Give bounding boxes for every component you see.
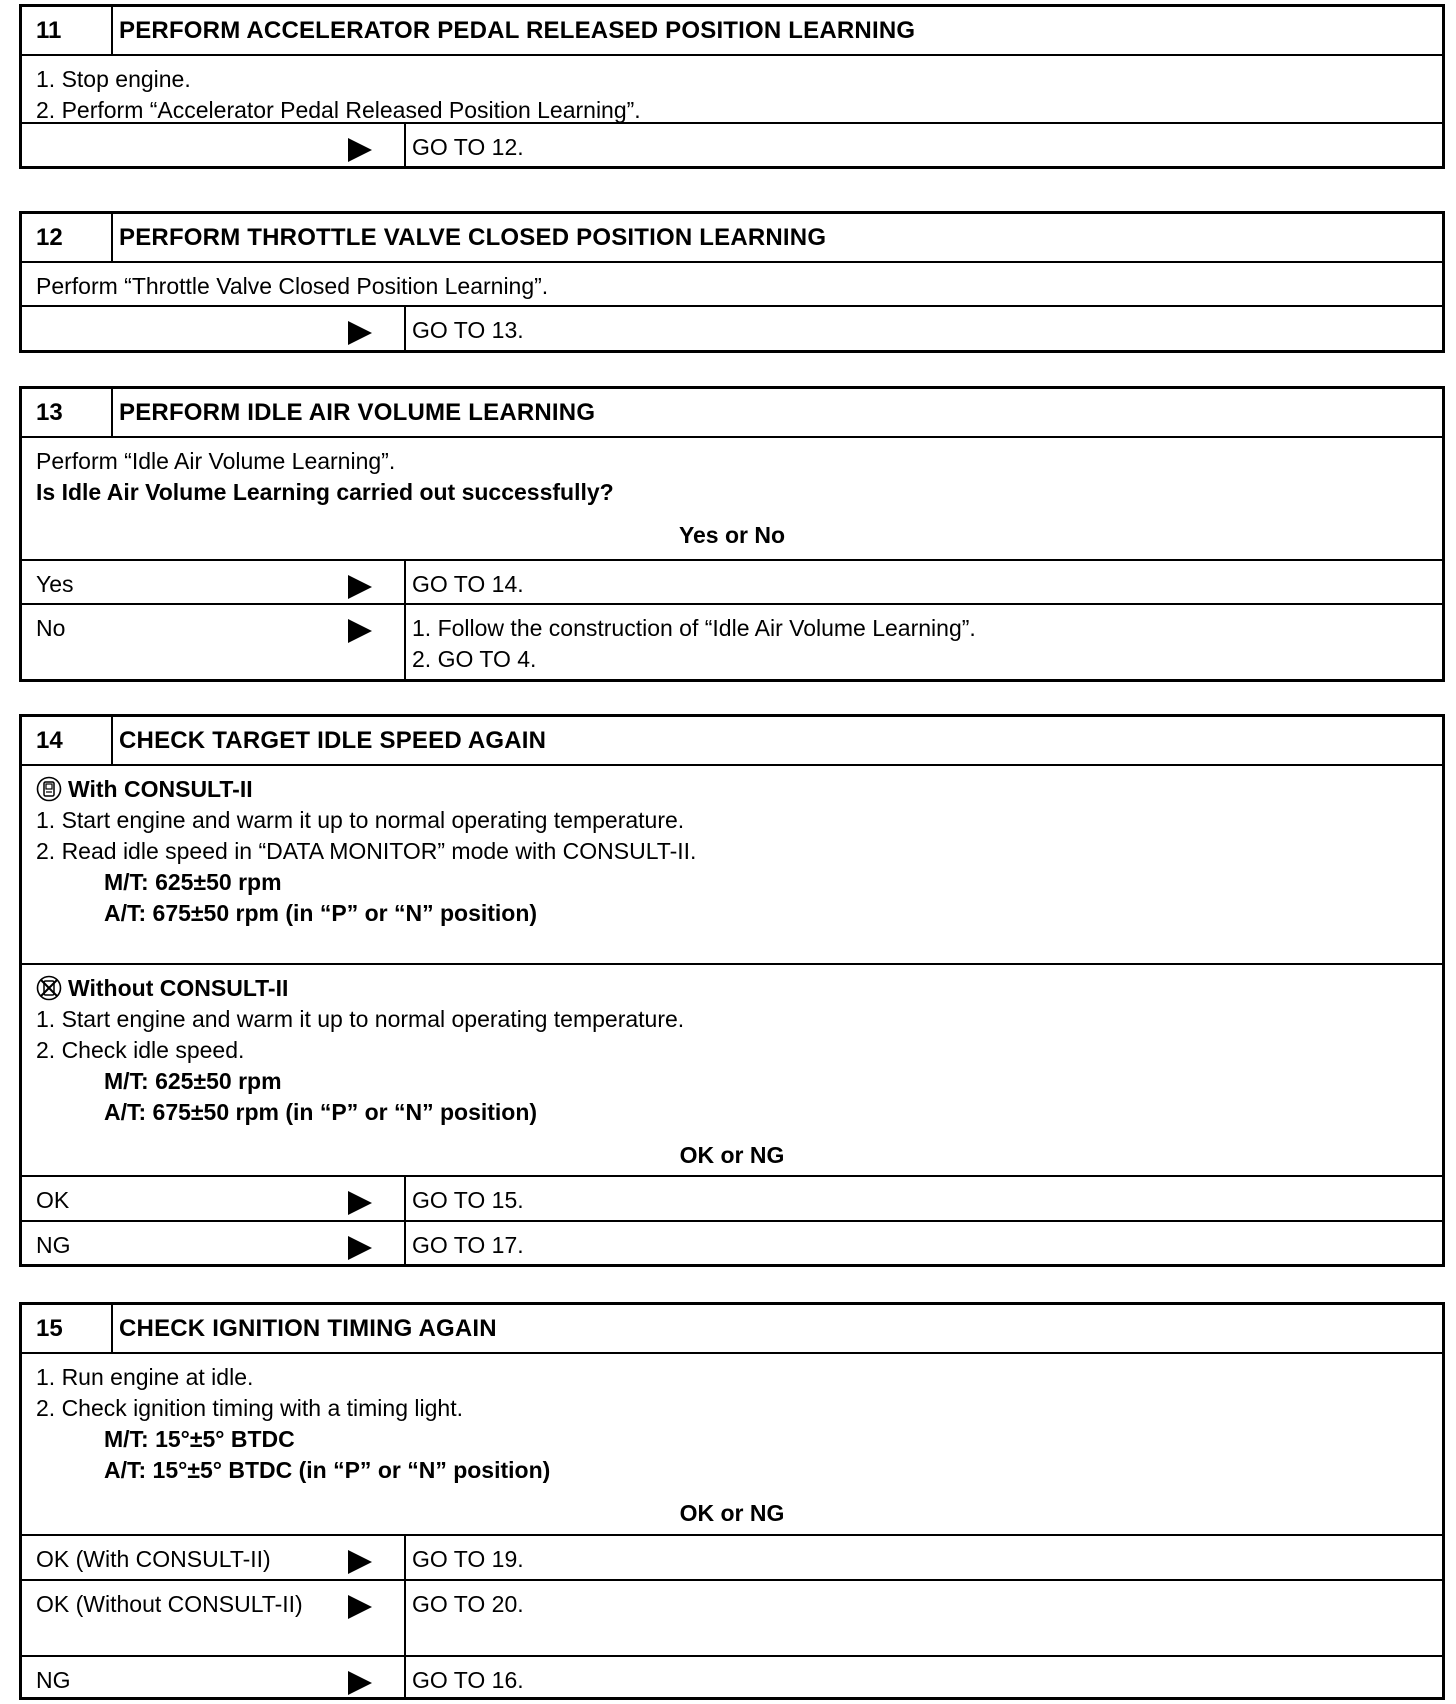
result-condition <box>22 124 406 166</box>
result-row <box>22 1175 1442 1220</box>
result-action <box>406 1581 524 1655</box>
step-13 <box>19 386 1445 682</box>
result-condition <box>22 1536 406 1579</box>
step-body <box>22 436 1442 559</box>
step-12 <box>19 211 1445 353</box>
action-line: 1. Follow the construction of “Idle Air Volume Learning”. <box>412 615 976 641</box>
step-number: 11 <box>22 7 113 54</box>
arrow-right-icon <box>348 619 372 643</box>
result-condition <box>22 561 406 603</box>
goto-link[interactable]: 2. GO TO 4. <box>412 646 537 672</box>
step-number: 15 <box>22 1305 113 1352</box>
spec-line: M/T: 15°±5° BTDC <box>104 1426 295 1452</box>
heading-text: Without CONSULT-II <box>68 975 289 1001</box>
choice-label: Yes or No <box>678 522 786 548</box>
result-row <box>22 122 1442 166</box>
arrow-right-icon <box>348 1595 372 1619</box>
goto-link[interactable]: GO TO 12. <box>412 134 524 160</box>
instruction-line: 2. Check ignition timing with a timing light. <box>36 1395 463 1421</box>
step-header <box>22 214 1442 261</box>
result-label: OK (Without CONSULT-II) <box>36 1591 303 1617</box>
step-title: PERFORM IDLE AIR VOLUME LEARNING <box>119 398 596 426</box>
consult-icon <box>36 776 62 802</box>
goto-link[interactable]: GO TO 19. <box>412 1546 524 1572</box>
instruction-line: 2. Read idle speed in “DATA MONITOR” mode with CONSULT-II. <box>36 838 697 864</box>
step-title: CHECK IGNITION TIMING AGAIN <box>119 1314 497 1342</box>
no-consult-icon <box>36 975 62 1001</box>
instruction-line: Perform “Throttle Valve Closed Position Learning”. <box>36 273 549 299</box>
result-action <box>406 605 976 679</box>
step-number: 14 <box>22 717 113 764</box>
goto-link[interactable]: GO TO 15. <box>412 1187 524 1213</box>
step-header <box>22 7 1442 54</box>
result-label: Yes <box>36 571 74 597</box>
step-title: PERFORM ACCELERATOR PEDAL RELEASED POSITION LEARNING <box>119 16 916 44</box>
arrow-right-icon <box>348 1191 372 1215</box>
arrow-right-icon <box>348 575 372 599</box>
without-consult-section <box>22 963 1442 1175</box>
arrow-right-icon <box>348 321 372 345</box>
step-14 <box>19 714 1445 1267</box>
result-action <box>406 1536 524 1579</box>
step-number: 13 <box>22 389 113 436</box>
question-text: Is Idle Air Volume Learning carried out successfully? <box>36 479 614 505</box>
goto-link[interactable]: GO TO 16. <box>412 1667 524 1693</box>
step-body <box>22 261 1442 305</box>
spec-line: M/T: 625±50 rpm <box>104 869 282 895</box>
arrow-right-icon <box>348 1671 372 1695</box>
result-label: No <box>36 615 66 641</box>
result-row <box>22 1220 1442 1264</box>
instruction-line: 2. Check idle speed. <box>36 1037 245 1063</box>
instruction-line: 2. Perform “Accelerator Pedal Released Position Learning”. <box>36 97 641 123</box>
step-header <box>22 389 1442 436</box>
goto-link[interactable]: GO TO 13. <box>412 317 524 343</box>
instruction-line: 1. Start engine and warm it up to normal operating temperature. <box>36 1006 685 1032</box>
instruction-line: 1. Stop engine. <box>36 66 191 92</box>
result-action <box>406 124 524 166</box>
result-condition <box>22 605 406 679</box>
spec-line: A/T: 675±50 rpm (in “P” or “N” position) <box>104 900 538 926</box>
result-action <box>406 307 524 350</box>
step-title: PERFORM THROTTLE VALVE CLOSED POSITION LEARNING <box>119 223 827 251</box>
arrow-right-icon <box>348 1236 372 1260</box>
instruction-line: Perform “Idle Air Volume Learning”. <box>36 448 396 474</box>
choice-label: OK or NG <box>679 1500 785 1526</box>
result-label: NG <box>36 1232 71 1258</box>
instruction-line: 1. Run engine at idle. <box>36 1364 254 1390</box>
goto-link[interactable]: GO TO 14. <box>412 571 524 597</box>
result-action <box>406 1657 524 1697</box>
result-condition <box>22 1222 406 1264</box>
step-title: CHECK TARGET IDLE SPEED AGAIN <box>119 726 547 754</box>
heading-text: With CONSULT-II <box>68 776 253 802</box>
result-action <box>406 1177 524 1220</box>
step-number: 12 <box>22 214 113 261</box>
result-label: NG <box>36 1667 71 1693</box>
result-action <box>406 1222 524 1264</box>
result-label: OK (With CONSULT-II) <box>36 1546 271 1572</box>
goto-link[interactable]: GO TO 17. <box>412 1232 524 1258</box>
result-row <box>22 1579 1442 1655</box>
step-body <box>22 54 1442 122</box>
result-row <box>22 305 1442 350</box>
result-condition <box>22 307 406 350</box>
goto-link[interactable]: GO TO 20. <box>412 1591 524 1617</box>
result-label: OK <box>36 1187 70 1213</box>
step-11 <box>19 4 1445 169</box>
result-action <box>406 561 524 603</box>
step-header <box>22 717 1442 764</box>
choice-label: OK or NG <box>679 1142 785 1168</box>
result-row <box>22 1534 1442 1579</box>
step-header <box>22 1305 1442 1352</box>
with-consult-section <box>22 764 1442 963</box>
result-condition <box>22 1581 406 1655</box>
spec-line: A/T: 15°±5° BTDC (in “P” or “N” position) <box>104 1457 551 1483</box>
arrow-right-icon <box>348 138 372 162</box>
instruction-line: 1. Start engine and warm it up to normal operating temperature. <box>36 807 685 833</box>
result-condition <box>22 1177 406 1220</box>
with-consult-heading <box>36 774 1428 805</box>
step-body <box>22 1352 1442 1534</box>
step-15 <box>19 1302 1445 1700</box>
result-row <box>22 559 1442 603</box>
arrow-right-icon <box>348 1550 372 1574</box>
spec-line: M/T: 625±50 rpm <box>104 1068 282 1094</box>
result-row <box>22 1655 1442 1697</box>
without-consult-heading <box>36 973 1428 1004</box>
spec-line: A/T: 675±50 rpm (in “P” or “N” position) <box>104 1099 538 1125</box>
result-row <box>22 603 1442 679</box>
result-condition <box>22 1657 406 1697</box>
